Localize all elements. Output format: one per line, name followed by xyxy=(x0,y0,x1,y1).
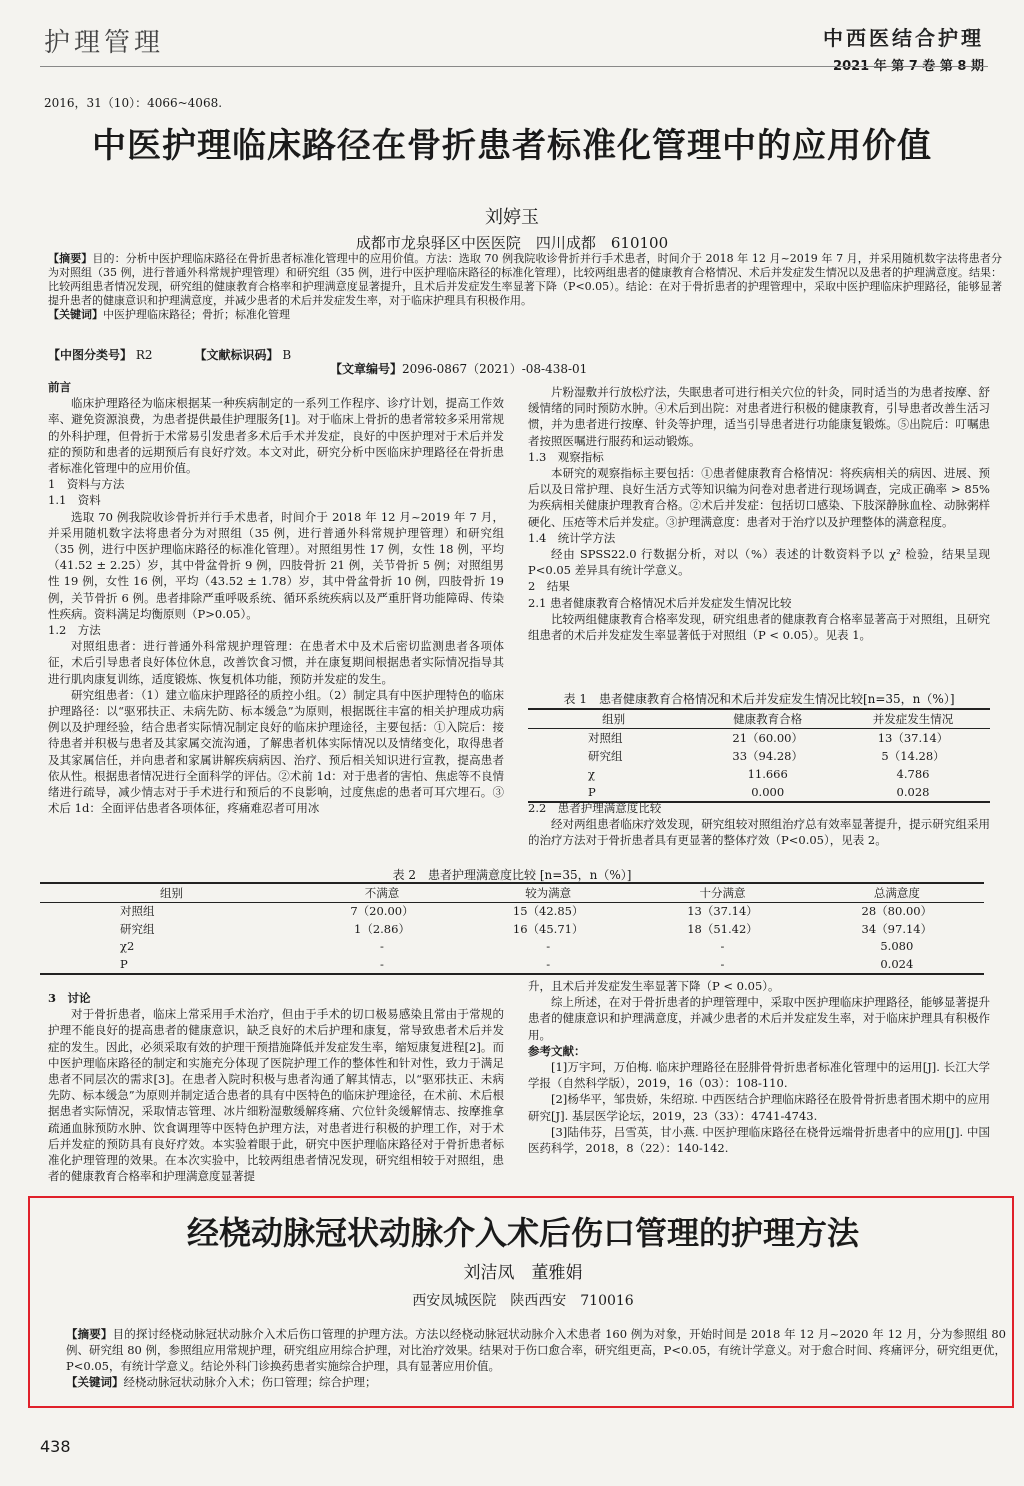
article2-abstract xyxy=(66,1326,1006,1390)
paragraph: 研究组患者：（1）建立临床护理路径的质控小组。（2）制定具有中医护理特色的临床护理路径：以“驱邪扶正、未病先防、标本缓急”为原则，根据既往丰富的相关护理成功病例以及护理经验，结合患者实际情况制定良好的临床护理途径，主要包括：①入院后：接待患者并积极与患者及其家属交流沟通，了解患者机体实际情况以及情绪变化，取得患者及其家属信任，并向患者和家属讲解疾病病因、治疗、预后相关知识进行宣教，提高患者依从性。根据患者情况进行全面科学的评估。②术前 1d：对于患者的害怕、焦虑等不良情绪进行疏导，减少情志对于手术进行和预后的不良影响，过度焦虑的患者可耳穴埋石。③术后 1d：全面评估患者各项体征，疼痛难忍者可用冰 xyxy=(48,687,504,816)
article1-meta xyxy=(48,346,291,363)
reference: [1]万宇珂，万伯梅. 临床护理路径在胫腓骨骨折患者标准化管理中的运用[J]. 长江大学学报（自然科学版），2019，16（03）：108-110. xyxy=(528,1060,990,1091)
paragraph: 片粉湿敷并行放松疗法，失眠患者可进行相关穴位的针灸，同时适当的为患者按摩、舒缓情绪的同时预防水肿。④术后到出院：对患者进行积极的健康教育，引导患者改善生活习惯，并为患者进行按摩、针灸等护理，适当引导患者进行功能康复锻炼。⑤出院后：叮嘱患者按照医嘱进行服药和运动锻炼。 xyxy=(528,385,990,448)
keywords-text: 中医护理临床路径；骨折；标准化管理 xyxy=(103,308,290,321)
table-header-cell: 总满意度 xyxy=(810,883,984,903)
table-cell: 0.028 xyxy=(896,785,930,799)
left-column xyxy=(48,379,504,816)
article2-affiliation: 西安凤城医院 陕西西安 710016 xyxy=(412,1293,634,1309)
abstract-text: 目的：分析中医护理临床路径在骨折患者标准化管理中的应用价值。方法：选取 70 例我院收诊骨折并行手术患者，时间介于 2018 年 12 月~2019 年 7 月，并采用随机数字法将患者分为对照组（35 例，进行普通外科常规护理管理）和研究组（35 例，进行中医护理临床路径的标准化管理），比较两组患者的健康教育合格情况、术后并发症发生情况以及患者的护理满意度。结果：比较两组患者情况发现，研究组的健康教育合格率和护理满意度显著提升，且术后并发症发生率显著下降（P<0.05）。结论：在对于骨折患者的护理管理中，采取中医护理临床护理路径，能够显著提升患者的健康意识和护理满意度，并减少患者的术后并发症发生率，对于临床护理具有积极作用。 xyxy=(48,252,1002,307)
paragraph: 综上所述，在对于骨折患者的护理管理中，采取中医护理临床护理路径，能够显著提升患者的健康意识和护理满意度，并减少患者的术后并发症发生率，对于临床护理具有积极作用。 xyxy=(528,995,990,1042)
discussion xyxy=(48,990,504,1184)
page-number: 438 xyxy=(40,1437,71,1456)
section-heading: 1.4 统计学方法 xyxy=(528,530,616,545)
reference: [2]杨华平，邹贵娇，朱绍琼. 中西医结合护理临床路径在股骨骨折患者围术期中的应用研究[J]. 基层医学论坛，2019，23（33）：4741-4743. xyxy=(528,1092,990,1123)
table-cell: χ2 xyxy=(120,939,135,953)
table-cell: 13（37.14） xyxy=(877,731,949,745)
table-cell: 34（97.14） xyxy=(861,921,933,936)
section-2-2 xyxy=(528,800,990,849)
table-cell: - xyxy=(720,956,725,971)
section-heading: 参考文献： xyxy=(528,1043,586,1058)
table-header-cell: 组别 xyxy=(40,883,303,903)
abstract2-text: 目的探讨经桡动脉冠状动脉介入术后伤口管理的护理方法。方法以经桡动脉冠状动脉介入术患者 160 例为对象，开始时间是 2018 年 12 月~2020 年 12 月，分为参照组 80 例、研究组 80 例，参照组应用常规护理，研究组应用综合护理，对比治疗效果。结果对于伤口愈合率，研究组更高，P<0.05，有统计学意义。对于愈合时间、疼痛评分，研究组更优，P<0.05，有统计学意义。结论外科门诊换药患者实施综合护理，具有显著应用价值。 xyxy=(66,1327,1007,1373)
section-heading: 前言 xyxy=(48,380,71,394)
paragraph: 本研究的观察指标主要包括：①患者健康教育合格情况：将疾病相关的病因、进展、预后以及日常护理、良好生活方式等知识编为问卷对患者进行现场调查，完成正确率 > 85% 为疾病相关健康护理教育合格。②术后并发症：包括切口感染、下肢深静脉血栓、动脉粥样硬化、压疮等术后并发症。③护理满意度：患者对于治疗以及护理整体的满意程度。 xyxy=(528,466,990,529)
reference: [3]陆伟芬，吕雪英，甘小燕. 中医护理临床路径在桡骨远端骨折患者中的应用[J]. 中国医药科学，2018，8（22）：140-142. xyxy=(528,1124,990,1156)
artno-label: 【文章编号】 xyxy=(330,362,403,376)
section-header: 护理管理 xyxy=(44,28,165,58)
table-cell: 18（51.42） xyxy=(687,921,758,936)
keywords2-text: 经桡动脉冠状动脉介入术；伤口管理；综合护理； xyxy=(123,1375,377,1389)
table-cell: 15（42.85） xyxy=(512,904,584,918)
section-heading: 1.1 资料 xyxy=(48,493,101,508)
right-column xyxy=(528,384,990,643)
table-cell: 0.024 xyxy=(880,956,914,971)
table-header-cell: 不满意 xyxy=(303,883,461,903)
table-row xyxy=(528,729,990,748)
article1-author: 刘婷玉 xyxy=(485,207,539,228)
table-row xyxy=(40,903,984,921)
table-cell: 7（20.00） xyxy=(350,904,414,918)
section-heading: 1 资料与方法 xyxy=(48,477,125,492)
section-heading: 1.3 观察指标 xyxy=(528,449,604,464)
article2-authors: 刘洁凤 董雅娟 xyxy=(463,1263,583,1283)
paragraph: 选取 70 例我院收诊骨折并行手术患者，时间介于 2018 年 12 月~2019 年 7 月，并采用随机数字法将患者分为对照组（35 例，进行普通外科常规护理管理）和研究组（35 例，进行中医护理临床路径的标准化管理）。对照组男性 17 例，女性 18 例，平均（41.52 ± 2.25）岁，其中骨盆骨折 9 例，四肢骨折 21 例，关节骨折 5 例；对照组男性 19 例，女性 16 例，平均（43.52 ± 1.78）岁，其中骨盆骨折 10 例，四肢骨折 19 例，关节骨折 6 例。患者排除严重呼吸系统、循环系统疾病以及严重肝肾功能障碍、传染性疾病。资料满足均衡原则（P>0.05）。 xyxy=(48,509,504,621)
table-header-cell: 组别 xyxy=(528,709,699,729)
table-header-cell: 十分满意 xyxy=(635,883,809,903)
table-cell: - xyxy=(380,939,384,953)
table-cell: 1（2.86） xyxy=(354,921,410,936)
table2 xyxy=(40,882,984,975)
table-cell: P xyxy=(588,785,596,799)
table-cell: 4.786 xyxy=(896,767,930,781)
table-row xyxy=(528,765,990,783)
table-cell: 对照组 xyxy=(120,904,155,918)
article1-abstract xyxy=(48,252,1002,322)
section-heading: 1.2 方法 xyxy=(48,623,101,638)
table1 xyxy=(528,708,990,803)
journal-name: 中西医结合护理 xyxy=(823,26,984,50)
table-row xyxy=(40,938,984,956)
table-row xyxy=(40,956,984,975)
table-cell: 16（45.71） xyxy=(512,921,584,936)
table-header-cell: 并发症发生情况 xyxy=(836,709,990,729)
conclusion-and-references xyxy=(528,978,990,1156)
section-2-2-text: 经对两组患者临床疗效发现，研究组较对照组治疗总有效率显著提升，提示研究组采用的治疗方法对于骨折患者具有更显著的整体疗效（P<0.05），见表 2。 xyxy=(528,817,990,848)
paragraph: 对于骨折患者，临床上常采用手术治疗，但由于手术的切口极易感染且常由于常规的护理不能良好的提高患者的健康意识，缺乏良好的术后护理和康复，常导致患者术后并发症的发生。因此，必须采取有效的护理干预措施降低并发症发生率，缩短康复进程[2]。而中医护理临床路径的制定和实施充分体现了医院护理工作的整体性和针对性，致力于满足患者不同层次的需求[3]。在患者入院时积极与患者沟通了解其情志，以“驱邪扶正、未病先防、标本缓急”为原则并制定适合患者的具有中医特色的临床护理途径，在术前、术后根据患者实际情况，采取情志管理、冰片细粉湿敷缓解疼痛、穴位针灸缓解情志、按摩推拿疏通血脉预防水肿、饮食调理等中医特色护理方法，对患者进行积极的护理工作，对于术后并发症的预防具有良好疗效。本实验着眼于此，研究中医护理临床路径对于骨折患者标准化护理管理的效果。在本次实验中，比较两组患者情况发现，研究组相较于对照组，患者的健康教育合格率和护理满意度显著提 xyxy=(48,1007,504,1184)
clc-label: 【中图分类号】 xyxy=(48,348,133,362)
article2-highlight-box xyxy=(28,1196,1014,1408)
table-cell: 研究组 xyxy=(588,749,623,763)
table-header-cell: 较为满意 xyxy=(461,883,635,903)
table-cell: 28（80.00） xyxy=(861,904,933,918)
table1-caption: 表 1 患者健康教育合格情况和术后并发症发生情况比较[n=35，n（%）] xyxy=(563,692,955,706)
table-cell: - xyxy=(720,939,725,953)
table2-caption: 表 2 患者护理满意度比较 [n=35，n（%）] xyxy=(392,868,632,882)
paragraph: 比较两组健康教育合格率发现，研究组患者的健康教育合格率显著高于对照组，且研究组患者的术后并发症发生率显著低于对照组（P < 0.05）。见表 1。 xyxy=(528,611,990,643)
table-cell: 研究组 xyxy=(120,921,155,936)
doc-label: 【文献标识码】 xyxy=(200,348,279,362)
section-heading: 2.1 患者健康教育合格情况术后并发症发生情况比较 xyxy=(528,595,792,610)
table-cell: 5（14.28） xyxy=(881,749,945,763)
table-cell: - xyxy=(546,956,551,971)
table-cell: P xyxy=(120,956,128,971)
table-row xyxy=(40,921,984,939)
abstract-label: 【摘要】 xyxy=(48,252,93,265)
article1-title: 中医护理临床路径在骨折患者标准化管理中的应用价值 xyxy=(92,126,932,166)
journal-volume: 2021 年 第 7 卷 第 8 期 xyxy=(833,59,984,74)
prior-citation: 2016，31（10）：4066~4068. xyxy=(44,96,223,110)
paragraph: 临床护理路径为临床根据某一种疾病制定的一系列工作程序、诊疗计划，提高工作效率、避免资源浪费，为患者提供最佳护理服务[1]。对于临床上骨折的患者常较多采用常规的外科护理，但骨折于术常易引发患者多术后手术并发症，良好的中医护理对于术后并发症的预防和患者的远期预后有良好疗效。本文对此，研究分析中医临床护理路径在骨折患者标准化管理中的应用价值。 xyxy=(48,396,504,476)
table-cell: 0.000 xyxy=(751,785,785,799)
section-heading: 2 结果 xyxy=(528,579,570,594)
article2-title: 经桡动脉冠状动脉介入术后伤口管理的护理方法 xyxy=(186,1214,859,1252)
paragraph: 升，且术后并发症发生率显著下降（P < 0.05）。 xyxy=(528,979,780,993)
table-cell: χ xyxy=(588,767,595,781)
table-cell: 33（94.28） xyxy=(732,749,803,763)
table-row xyxy=(528,747,990,765)
keywords-label: 【关键词】 xyxy=(48,308,103,321)
table-cell: - xyxy=(546,939,551,953)
doc-value: B xyxy=(282,348,292,362)
abstract2-label: 【摘要】 xyxy=(66,1327,113,1341)
table-header-cell: 健康教育合格 xyxy=(699,709,836,729)
article1-artno xyxy=(330,360,587,377)
article1-affiliation: 成都市龙泉驿区中医医院 四川成都 610100 xyxy=(355,234,669,252)
table-cell: 21（60.00） xyxy=(732,731,803,745)
section-2-2-heading: 2.2 患者护理满意度比较 xyxy=(528,801,662,815)
table-cell: - xyxy=(380,956,384,971)
keywords2-label: 【关键词】 xyxy=(66,1375,124,1389)
table-cell: 11.666 xyxy=(747,767,788,781)
paragraph: 经由 SPSS22.0 行数据分析，对以（%）表述的计数资料予以 χ² 检验，结果呈现 P<0.05 差异具有统计学意义。 xyxy=(528,547,990,578)
artno-value: 2096-0867（2021）-08-438-01 xyxy=(402,362,588,376)
table-cell: 13（37.14） xyxy=(687,904,758,918)
paragraph: 对照组患者：进行普通外科常规护理管理：在患者术中及术后密切监测患者各项体征，术后引导患者良好体位休息，改善饮食习惯，并在康复期间根据患者实际情况指导其进行肌肉康复训练，适度锻炼、恢复机体功能，预防并发症的发生。 xyxy=(48,639,504,686)
table-cell: 对照组 xyxy=(588,731,623,745)
section-heading: 3 讨论 xyxy=(48,991,91,1005)
header-divider xyxy=(40,66,988,67)
table-cell: 5.080 xyxy=(880,939,914,953)
clc-value: R2 xyxy=(135,348,153,362)
